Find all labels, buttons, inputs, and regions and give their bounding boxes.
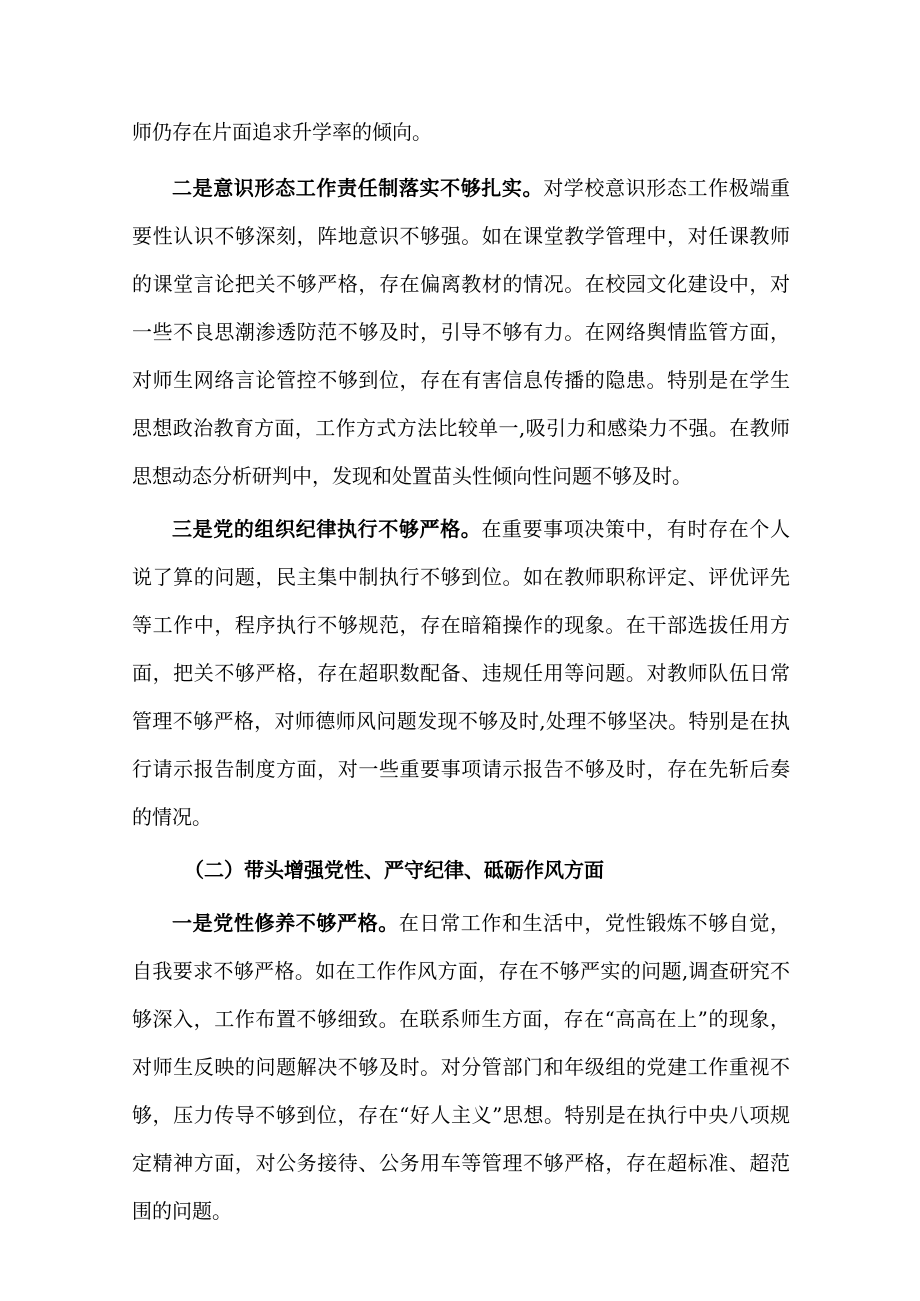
paragraph-party-spirit [132,899,790,1235]
paragraph-lead: 二是意识形态工作责任制落实不够扎实。 [172,176,544,200]
paragraph-text: 对学校意识形态工作极端重要性认识不够深刻，阵地意识不够强。如在课堂教学管理中，对任课教师的课堂言论把关不够严格，存在偏离教材的情况。在校园文化建设中，对一些不良思潮渗透防范不够及时，引导不够有力。在网络舆情监管方面，对师生网络言论管控不够到位，存在有害信息传播的隐患。特别是在学生思想政治教育方面，工作方式方法比较单一,吸引力和感染力不强。在教师思想动态分析研判中，发现和处置苗头性倾向性问题不够及时。 [132,176,791,488]
paragraph-ideology-responsibility [132,164,790,500]
section-heading: （二）带头增强党性、严守纪律、砥砺作风方面 [184,858,604,882]
paragraph-text: 师仍存在片面追求升学率的倾向。 [132,120,432,144]
paragraph-lead: 一是党性修养不够严格。 [172,911,399,935]
paragraph-text: 在日常工作和生活中，党性锻炼不够自觉，自我要求不够严格。如在工作作风方面，存在不够严实的问题,调查研究不够深入，工作布置不够细致。在联系师生方面，存在“高高在上”的现象，对师生反映的问题解决不够及时。对分管部门和年级组的党建工作重视不够，压力传导不够到位，存在“好人主义”思想。特别是在执行中央八项规定精神方面，对公务接待、公务用车等管理不够严格，存在超标准、超范围的问题。 [132,911,791,1223]
paragraph-continuation [132,108,790,156]
paragraph-organizational-discipline [132,505,790,841]
paragraph-text: 在重要事项决策中，有时存在个人说了算的问题，民主集中制执行不够到位。如在教师职称评定、评优评先等工作中，程序执行不够规范，存在暗箱操作的现象。在干部选拔任用方面，把关不够严格，存在超职数配备、违规任用等问题。对教师队伍日常管理不够严格，对师德师风问题发现不够及时,处理不够坚决。特别是在执行请示报告制度方面，对一些重要事项请示报告不够及时，存在先斩后奏的情况。 [132,517,791,829]
document-body [132,108,790,1235]
paragraph-lead: 三是党的组织纪律执行不够严格。 [172,517,482,541]
